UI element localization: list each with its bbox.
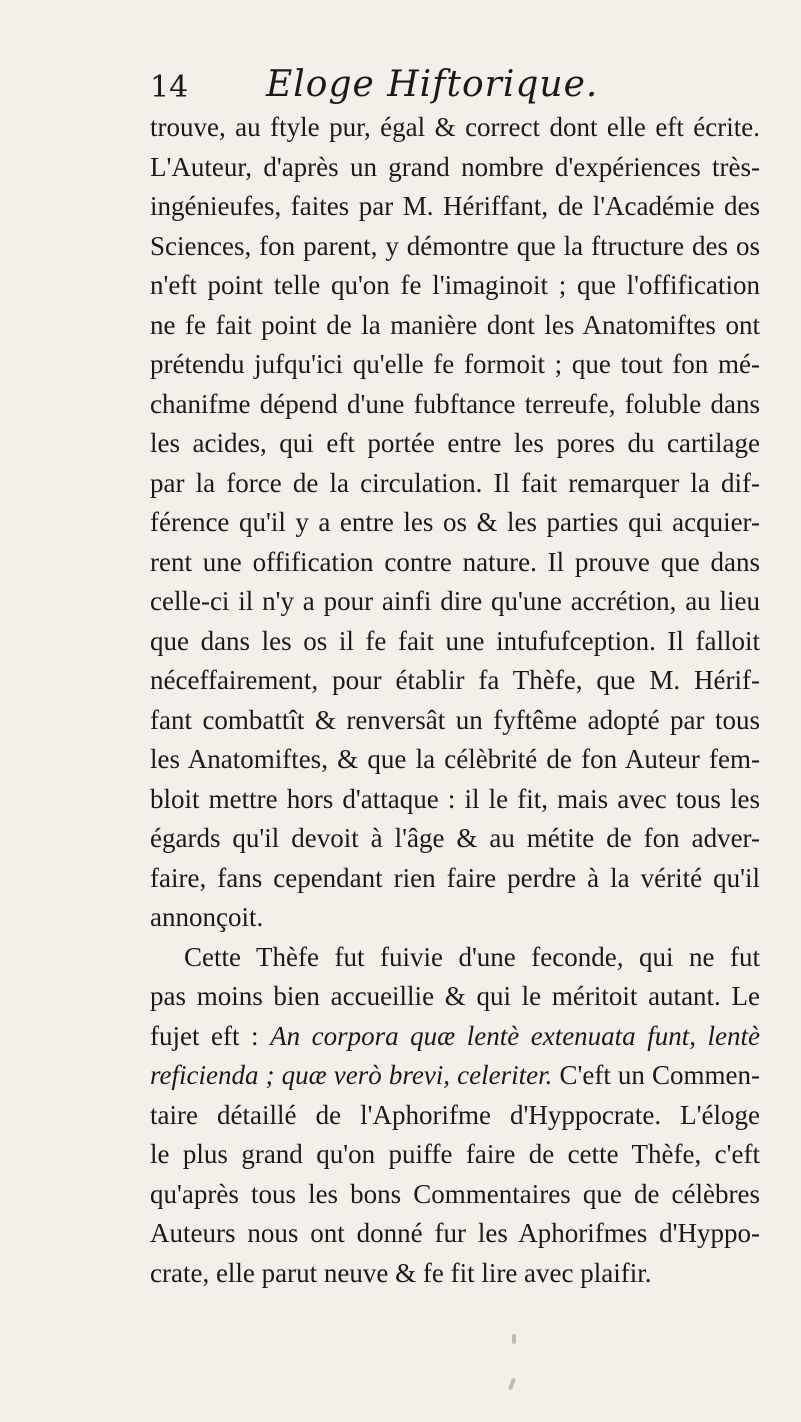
text-line: L'Auteur, d'après un grand nombre d'expériences très- [150, 151, 760, 182]
text-line: faire, fans cependant rien faire perdre à la vérité qu'il [150, 862, 760, 893]
text-line: par la force de la circulation. Il fait remarquer la dif- [150, 467, 760, 498]
text-line: férence qu'il y a entre les os & les parties qui acquier- [150, 507, 760, 537]
paragraph-2 [150, 938, 760, 1294]
text-line: néceffairement, pour établir fa Thèfe, que M. Hérif- [150, 665, 760, 695]
text-line: n'eft point telle qu'on fe l'imaginoit ; que l'offification [150, 270, 760, 300]
text-line: annonçoit. [150, 902, 264, 932]
text-line: qu'après tous les bons Commentaires que de célèbres [150, 1178, 760, 1209]
text-line: trouve, au ftyle pur, égal & correct dont elle eft écrite. [150, 112, 760, 142]
text-line: ingénieufes, faites par M. Hériffant, de l'Académie des [150, 191, 760, 221]
body-text [150, 108, 760, 1293]
text-line: Sciences, fon parent, y démontre que la ftructure des os [150, 230, 760, 261]
text-line: les Anatomiftes, & que la célèbrité de fon Auteur fem- [150, 744, 760, 774]
text-line: chanifme dépend d'une fubftance terreufe, foluble dans [150, 388, 760, 419]
text-fragment: fujet eft : [150, 1020, 271, 1051]
page-header [150, 64, 750, 114]
text-line: égards qu'il devoit à l'âge & au métite de fon adver- [150, 823, 760, 853]
text-line: pas moins bien accueillie & qui le méritoit autant. Le [150, 981, 760, 1011]
text-line: celle-ci il n'y a pour ainfi dire qu'une accrétion, au lieu [150, 586, 760, 616]
text-line: ne fe fait point de la manière dont les Anatomiftes ont [150, 309, 760, 340]
text-fragment: C'eft un Commen- [552, 1060, 761, 1090]
text-line: crate, elle parut neuve & fe fit lire avec plaifir. [150, 1257, 652, 1288]
text-line: fant combattît & renversât un fyftême adopté par tous [150, 704, 760, 735]
text-line: que dans les os il fe fait une intufufception. Il falloit [150, 625, 760, 656]
text-fragment-italic: reficienda ; [150, 1060, 282, 1090]
text-line: bloit mettre hors d'attaque : il le fit, mais avec tous les [150, 783, 760, 814]
paper-mark [512, 1334, 516, 1344]
text-line: le plus grand qu'on puiffe faire de cette Thèfe, c'eft [150, 1139, 760, 1169]
text-line: prétendu jufqu'ici qu'elle fe formoit ; que tout fon mé- [150, 349, 760, 379]
text-line: les acides, qui eft portée entre les pores du cartilage [150, 428, 760, 458]
text-line-mixed [150, 1017, 760, 1057]
running-title: Eloge Hiftorique. [266, 64, 599, 105]
text-line: Auteurs nous ont donné fur les Aphorifmes d'Hyppo- [150, 1218, 760, 1248]
paragraph-1 [150, 108, 760, 938]
paper-mark [508, 1378, 516, 1391]
text-line: rent une offification contre nature. Il prouve que dans [150, 546, 760, 577]
text-line-mixed [150, 1056, 760, 1096]
text-line: taire détaillé de l'Aphorifme d'Hyppocrate. L'éloge [150, 1099, 760, 1130]
text-line: Cette Thèfe fut fuivie d'une feconde, qui ne fut [184, 941, 760, 972]
latin-title-part-2: quæ verò brevi, celeriter. [281, 1060, 553, 1090]
page-number: 14 [150, 70, 189, 105]
latin-title-part-1: An corpora quæ lentè extenuata funt, lentè [270, 1020, 760, 1051]
